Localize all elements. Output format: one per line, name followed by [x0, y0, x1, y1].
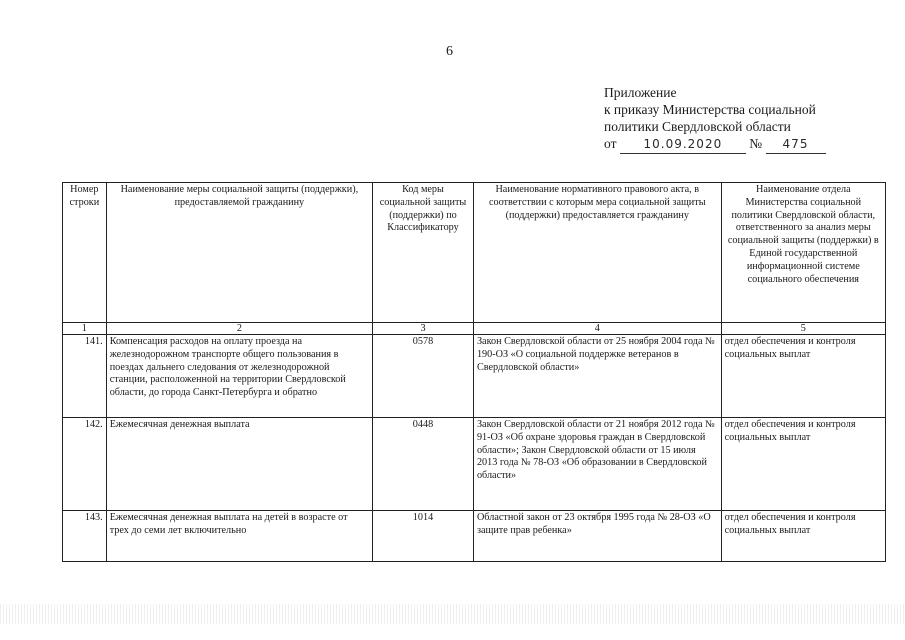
- measure-code: 0578: [373, 335, 474, 418]
- appendix-order-line: к приказу Министерства социальной: [604, 102, 816, 117]
- table-row: [63, 335, 886, 418]
- column-number: 5: [721, 323, 885, 335]
- header-row-number: Номер строки: [63, 183, 107, 323]
- table-row: [63, 511, 886, 562]
- table-row: [63, 418, 886, 511]
- handwritten-number: 475: [766, 136, 826, 154]
- column-number: 2: [106, 323, 372, 335]
- measure-code: 1014: [373, 511, 474, 562]
- from-label: от: [604, 136, 617, 151]
- number-label: №: [749, 136, 763, 151]
- header-department: Наименование отдела Министерства социальной политики Свердловской области, ответственного за анализ меры социальной защиты (поддержки) в Единой государственной информационной системе социального обеспечения: [721, 183, 885, 323]
- measure-name: Ежемесячная денежная выплата: [106, 418, 372, 511]
- column-number: 3: [373, 323, 474, 335]
- measure-name: Ежемесячная денежная выплата на детей в возрасте от трех до семи лет включительно: [106, 511, 372, 562]
- column-numbers-row: [63, 323, 886, 335]
- department: отдел обеспечения и контроля социальных выплат: [721, 335, 885, 418]
- row-number: 142.: [63, 418, 107, 511]
- appendix-heading: [604, 84, 826, 154]
- appendix-date-number-line: [604, 135, 826, 154]
- department: отдел обеспечения и контроля социальных выплат: [721, 418, 885, 511]
- page-number: 6: [446, 44, 453, 59]
- row-number: 141.: [63, 335, 107, 418]
- table-header-row: [63, 183, 886, 323]
- measure-name: Компенсация расходов на оплату проезда на железнодорожном транспорте общего пользования в поездах дальнего следования от железнодорожной станции, расположенной на территории Свердловской области, до города Санкт-Петербурга и обратно: [106, 335, 372, 418]
- legal-act: Закон Свердловской области от 21 ноября 2012 года № 91-ОЗ «Об охране здоровья граждан в Свердловской области»; Закон Свердловской области от 15 июля 2013 года № 78-ОЗ «Об образовании в Свердловской области»: [473, 418, 721, 511]
- header-measure-name: Наименование меры социальной защиты (поддержки), предоставляемой гражданину: [106, 183, 372, 323]
- measures-table: [62, 182, 886, 562]
- header-measure-code: Код меры социальной защиты (поддержки) по Классификатору: [373, 183, 474, 323]
- column-number: 4: [473, 323, 721, 335]
- appendix-ministry-line: политики Свердловской области: [604, 119, 791, 134]
- header-legal-act: Наименование нормативного правового акта, в соответствии с которым мера социальной защиты (поддержки) предоставляется гражданину: [473, 183, 721, 323]
- department: отдел обеспечения и контроля социальных выплат: [721, 511, 885, 562]
- handwritten-date: 10.09.2020: [620, 136, 746, 154]
- legal-act: Закон Свердловской области от 25 ноября 2004 года № 190-ОЗ «О социальной поддержке ветеранов в Свердловской области»: [473, 335, 721, 418]
- appendix-title: Приложение: [604, 85, 677, 100]
- legal-act: Областной закон от 23 октября 1995 года № 28-ОЗ «О защите прав ребенка»: [473, 511, 721, 562]
- column-number: 1: [63, 323, 107, 335]
- scan-artifact: [0, 604, 905, 624]
- measure-code: 0448: [373, 418, 474, 511]
- row-number: 143.: [63, 511, 107, 562]
